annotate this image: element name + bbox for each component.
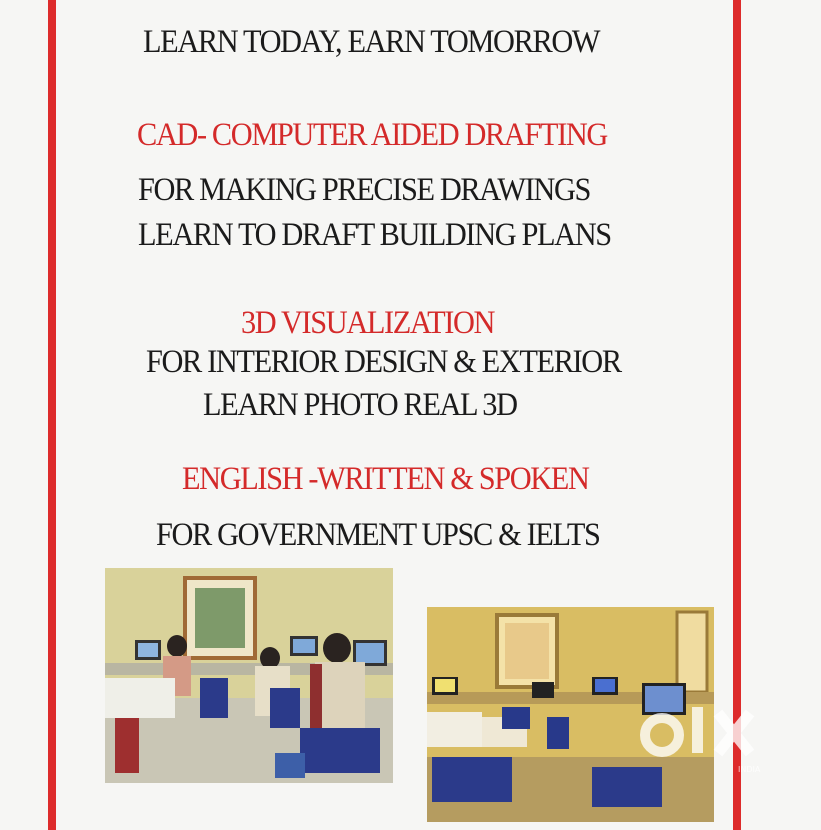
english-heading: ENGLISH -WRITTEN & SPOKEN	[182, 461, 589, 497]
english-line-1: FOR GOVERNMENT UPSC & IELTS	[156, 517, 600, 553]
cad-line-1: FOR MAKING PRECISE DRAWINGS	[138, 172, 591, 208]
olx-watermark	[640, 705, 780, 775]
left-red-border	[48, 0, 56, 830]
cad-line-2: LEARN TO DRAFT BUILDING PLANS	[138, 217, 611, 253]
classroom-students-photo	[105, 568, 393, 783]
cad-heading: CAD- COMPUTER AIDED DRAFTING	[137, 117, 607, 153]
viz-line-2: LEARN PHOTO REAL 3D	[203, 387, 517, 423]
tagline: LEARN TODAY, EARN TOMORROW	[143, 24, 600, 60]
viz-line-1: FOR INTERIOR DESIGN & EXTERIOR	[146, 344, 621, 380]
olx-country-label: INDIA	[738, 765, 761, 774]
viz-heading: 3D VISUALIZATION	[241, 305, 495, 341]
